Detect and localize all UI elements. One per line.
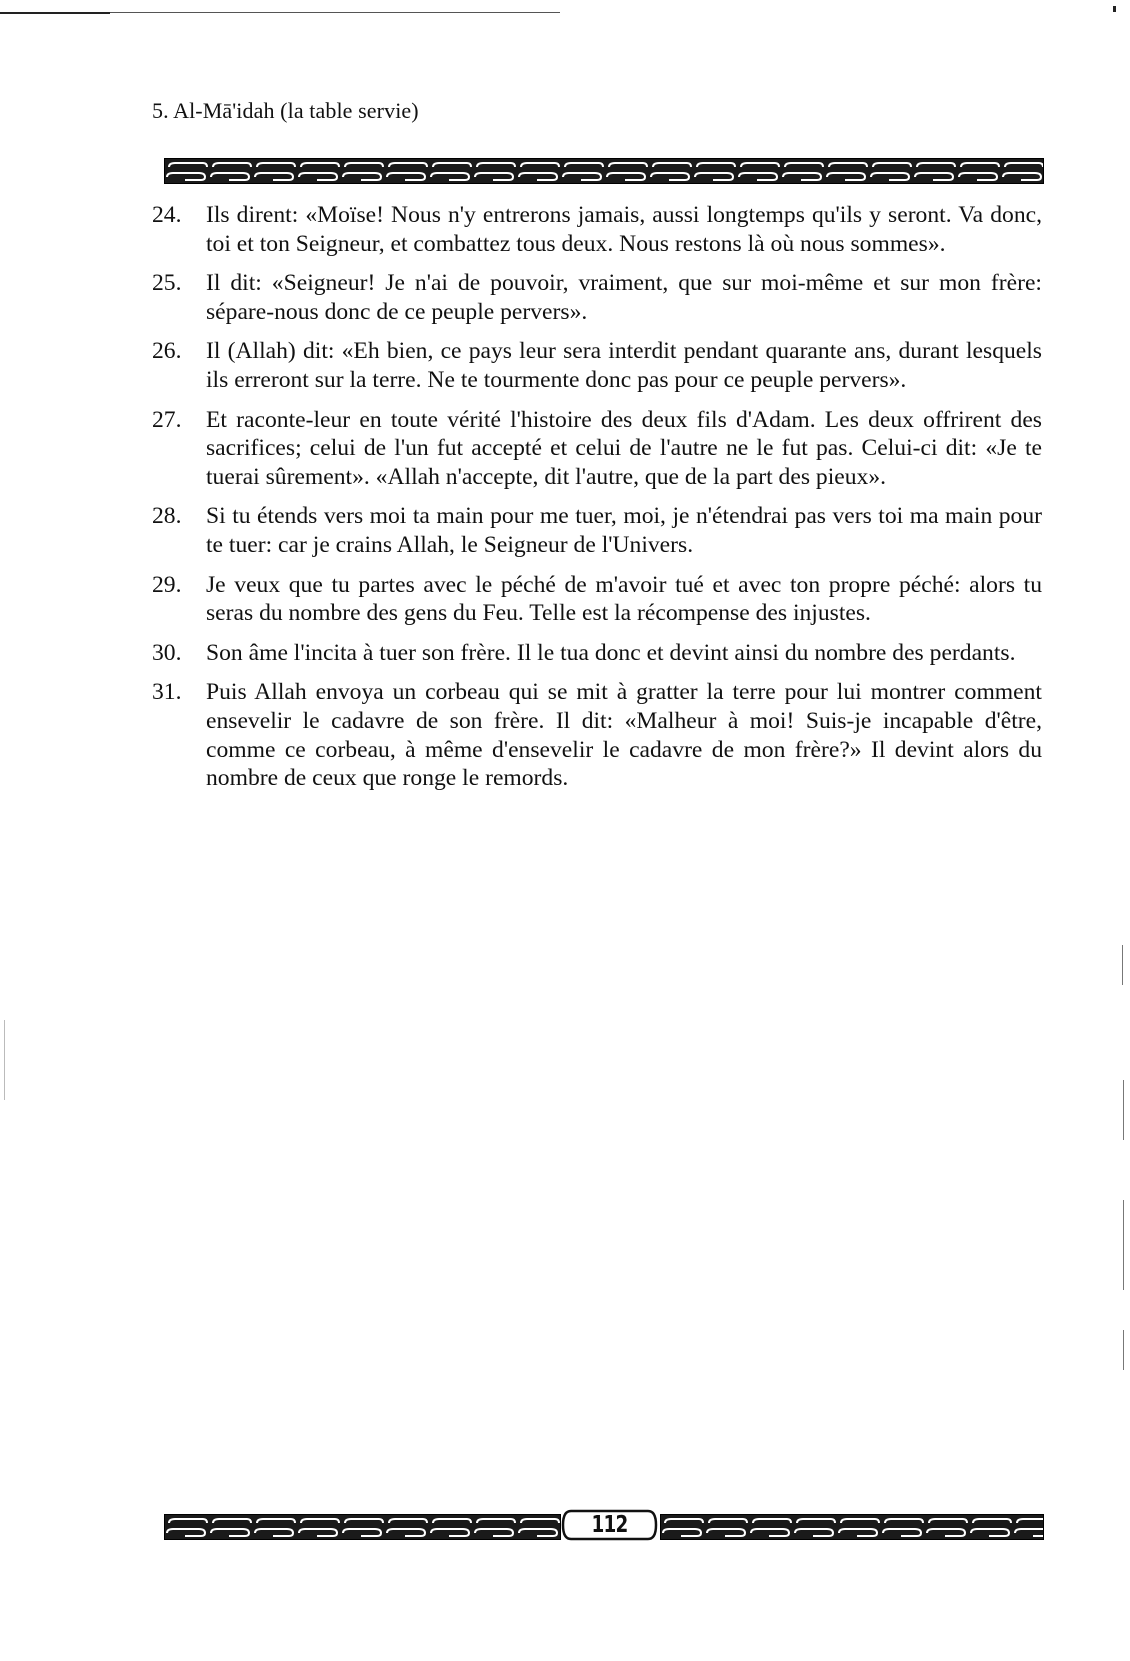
- scan-corner-mark: [1113, 6, 1116, 12]
- ornamental-band-bottom-right: [660, 1514, 1044, 1540]
- verse-30: [152, 639, 1042, 668]
- verse-28: [152, 502, 1042, 559]
- scan-margin-mark: [1122, 945, 1123, 985]
- scan-margin-mark: [4, 1020, 5, 1100]
- verse-number: 30.: [152, 639, 182, 666]
- page-number-cartouche: [559, 1507, 660, 1543]
- verse-number: 29.: [152, 571, 182, 598]
- verse-text: Si tu étends vers moi ta main pour me tuer, moi, je n'étendrai pas vers toi ma main pour te tuer: car je crains Allah, le Seigneur de l'Univers.: [206, 503, 1042, 558]
- ornamental-band-bottom-left: [164, 1514, 561, 1540]
- verse-27: [152, 406, 1042, 492]
- scan-margin-mark: [1123, 1200, 1124, 1290]
- verse-24: [152, 201, 1042, 258]
- verse-text: Son âme l'incita à tuer son frère. Il le tua donc et devint ainsi du nombre des perdants.: [206, 639, 1016, 666]
- verse-list: [152, 201, 1042, 804]
- verse-text: Puis Allah envoya un corbeau qui se mit à gratter la terre pour lui montrer comment ensevelir le cadavre de son frère. Il dit: «Malheur à moi! Suis-je incapable d'être, comme ce corbeau, à même d'ensevelir le cadavre de mon frère?» Il devint alors du nombre de ceux que ronge le remords.: [206, 679, 1042, 792]
- verse-number: 28.: [152, 503, 182, 530]
- verse-text: Il (Allah) dit: «Eh bien, ce pays leur sera interdit pendant quarante ans, durant lesquels ils erreront sur la terre. Ne te tourmente donc pas pour ce peuple pervers».: [206, 338, 1042, 393]
- verse-29: [152, 571, 1042, 628]
- ornamental-band-top: [164, 158, 1044, 184]
- scan-edge-line-dark: [0, 12, 110, 14]
- verse-25: [152, 269, 1042, 326]
- verse-text: Et raconte-leur en toute vérité l'histoire des deux fils d'Adam. Les deux offrirent des sacrifices; celui de l'un fut accepté et celui de l'autre ne le fut pas. Celui-ci dit: «Je te tuerai sûrement». «Allah n'accepte, dit l'autre, que de la part des pieux».: [206, 406, 1042, 490]
- verse-31: [152, 678, 1042, 792]
- verse-text: Il dit: «Seigneur! Je n'ai de pouvoir, vraiment, que sur moi-même et sur mon frère: sépare-nous donc de ce peuple pervers».: [206, 270, 1042, 325]
- verse-number: 26.: [152, 338, 182, 365]
- verse-text: Ils dirent: «Moïse! Nous n'y entrerons jamais, aussi longtemps qu'ils y seront. Va donc, toi et ton Seigneur, et combattez tous deux. Nous restons là où nous sommes».: [206, 202, 1042, 257]
- page-number: 112: [591, 1512, 628, 1538]
- verse-number: 25.: [152, 270, 182, 297]
- chain-pattern: [165, 159, 1043, 183]
- chain-pattern: [661, 1515, 1043, 1539]
- scan-margin-mark: [1123, 1330, 1124, 1370]
- verse-number: 31.: [152, 679, 182, 706]
- chain-pattern: [165, 1515, 560, 1539]
- scan-margin-mark: [1123, 1080, 1124, 1140]
- verse-number: 27.: [152, 406, 182, 433]
- surah-running-title: 5. Al-Mā'idah (la table servie): [152, 98, 419, 123]
- verse-text: Je veux que tu partes avec le péché de m'avoir tué et avec ton propre péché: alors tu seras du nombre des gens du Feu. Telle est la récompense des injustes.: [206, 571, 1042, 627]
- verse-26: [152, 337, 1042, 394]
- verse-number: 24.: [152, 202, 182, 228]
